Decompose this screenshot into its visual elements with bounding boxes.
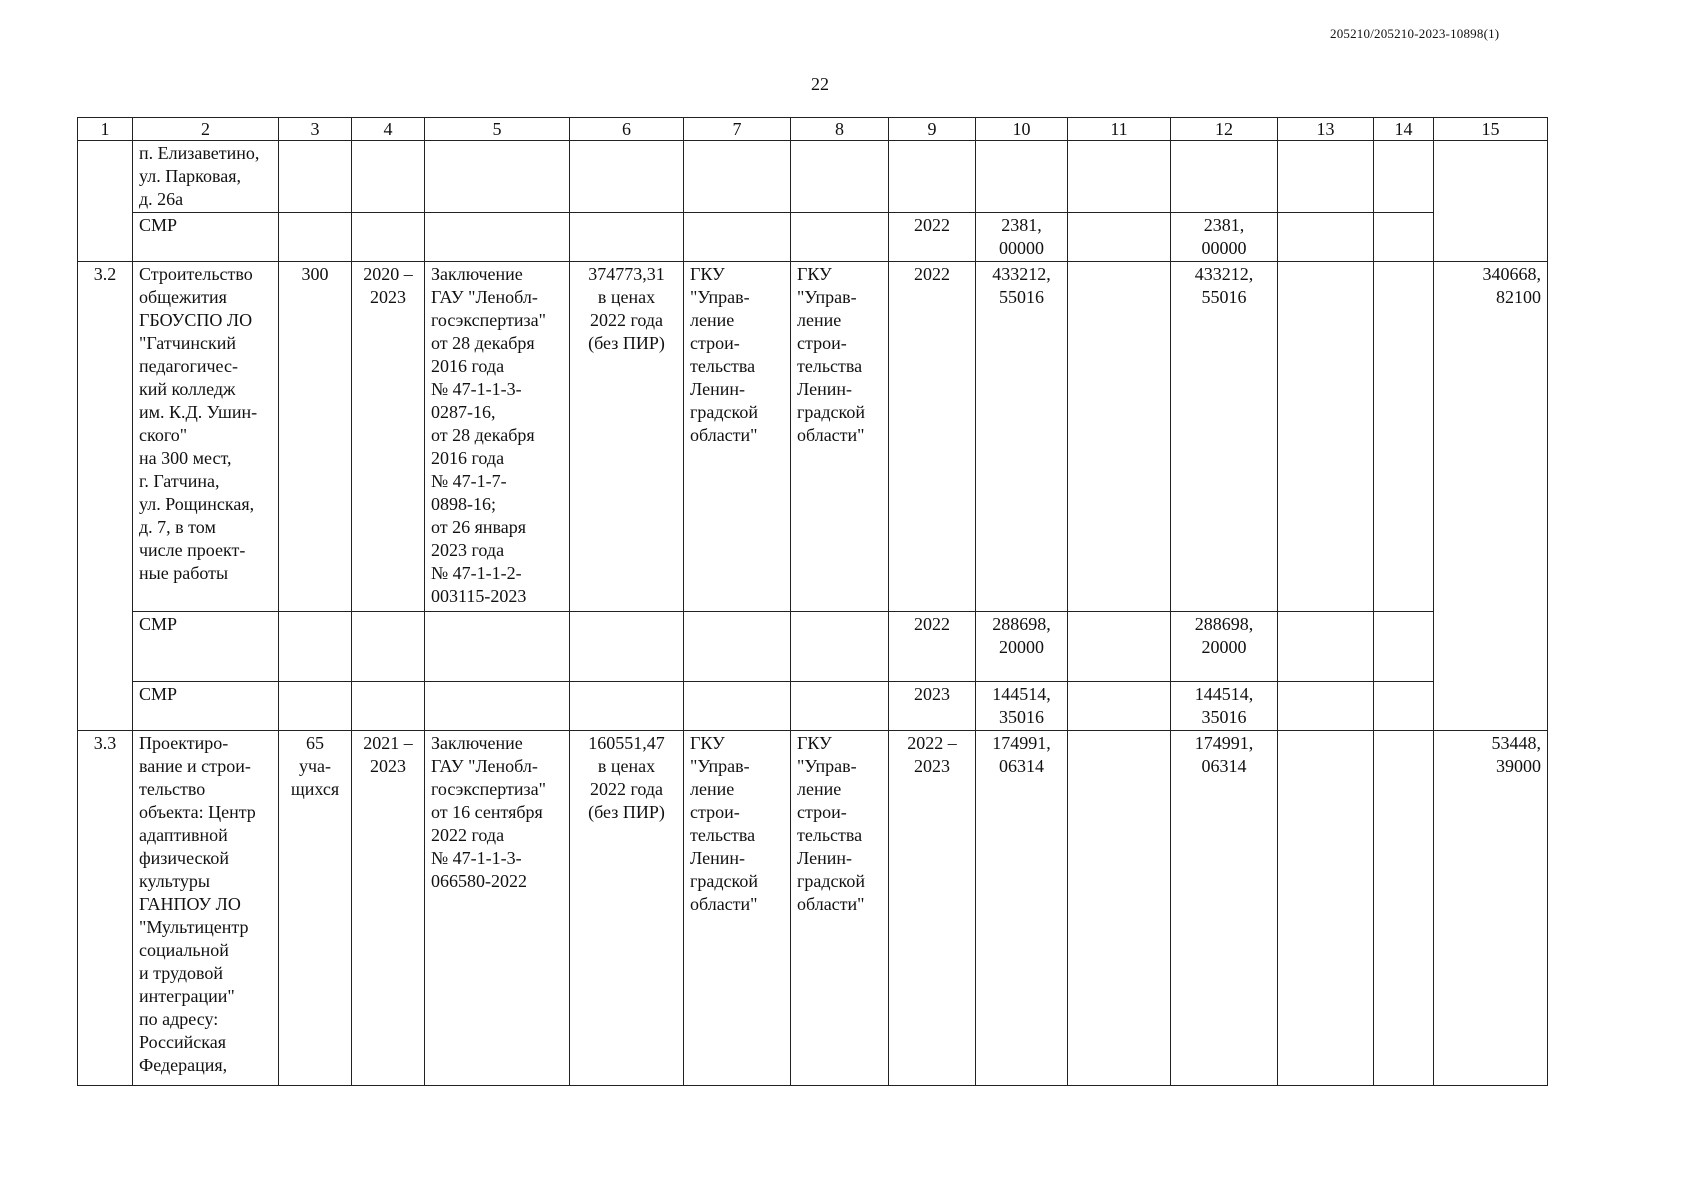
capacity-cell: 300: [279, 262, 352, 612]
cell: [570, 213, 684, 262]
table-row: [78, 731, 1548, 1086]
customer-cell: ГКУ "Управ- ление строи- тельства Ленин- градской области": [684, 731, 791, 1086]
amount-cell: 174991, 06314: [1171, 731, 1278, 1086]
table-row: [78, 612, 1548, 682]
cell: [570, 612, 684, 682]
column-number: 8: [791, 118, 889, 141]
year-cell: 2022: [889, 612, 976, 682]
cell: [1068, 141, 1171, 213]
cell: [279, 612, 352, 682]
cell: [570, 682, 684, 731]
document-reference: 205210/205210-2023-10898(1): [1330, 26, 1500, 41]
smr-label: СМР: [133, 213, 279, 262]
cost-cell: 160551,47 в ценах 2022 года (без ПИР): [570, 731, 684, 1086]
cell: [791, 612, 889, 682]
cell: [1374, 612, 1434, 682]
period-cell: 2021 – 2023: [352, 731, 425, 1086]
cell: [425, 682, 570, 731]
period-cell: 2020 – 2023: [352, 262, 425, 612]
cell: [1374, 731, 1434, 1086]
cell: [1278, 731, 1374, 1086]
cell: [352, 213, 425, 262]
amount-cell: 144514, 35016: [976, 682, 1068, 731]
column-number: 2: [133, 118, 279, 141]
cell: [1278, 213, 1374, 262]
table-row: [78, 262, 1548, 612]
cost-cell: 374773,31 в ценах 2022 года (без ПИР): [570, 262, 684, 612]
cell: [1374, 682, 1434, 731]
smr-label: СМР: [133, 612, 279, 682]
amount-cell: 288698, 20000: [1171, 612, 1278, 682]
column-number: 15: [1434, 118, 1548, 141]
cell: [791, 213, 889, 262]
cell: [791, 141, 889, 213]
amount-cell: 174991, 06314: [976, 731, 1068, 1086]
cell: [279, 682, 352, 731]
cell: [1068, 731, 1171, 1086]
amount-cell: 144514, 35016: [1171, 682, 1278, 731]
investment-objects-table: [77, 117, 1548, 1086]
cell: [78, 141, 133, 262]
amount-cell: 433212, 55016: [976, 262, 1068, 612]
cell: [889, 141, 976, 213]
column-number: 12: [1171, 118, 1278, 141]
year-cell: 2022: [889, 213, 976, 262]
column-number-row: [78, 118, 1548, 141]
row-number: 3.2: [78, 262, 133, 731]
cell: [684, 612, 791, 682]
cell: [425, 141, 570, 213]
object-name-cell: Строительство общежития ГБОУСПО ЛО "Гатчинский педагогичес- кий колледж им. К.Д. Ушин- ского" на 300 мест, г. Гатчина, ул. Рощинская, д. 7, в том числе проект- ные работы: [133, 262, 279, 612]
cell: [684, 682, 791, 731]
page-number: 22: [811, 74, 829, 94]
amount-cell: 288698, 20000: [976, 612, 1068, 682]
developer-cell: ГКУ "Управ- ление строи- тельства Ленин- градской области": [791, 731, 889, 1086]
column-number: 7: [684, 118, 791, 141]
column-number: 10: [976, 118, 1068, 141]
customer-cell: ГКУ "Управ- ление строи- тельства Ленин- градской области": [684, 262, 791, 612]
cell: [352, 682, 425, 731]
amount-cell: 2381, 00000: [976, 213, 1068, 262]
cell: [1374, 141, 1434, 213]
column-number: 14: [1374, 118, 1434, 141]
cell: [976, 141, 1068, 213]
expertise-cell: Заключение ГАУ "Ленобл- госэкспертиза" от 16 сентября 2022 года № 47-1-1-3- 066580-2022: [425, 731, 570, 1086]
cell: [1068, 682, 1171, 731]
column-number: 13: [1278, 118, 1374, 141]
column-number: 1: [78, 118, 133, 141]
cell: [1278, 682, 1374, 731]
cell: [1068, 213, 1171, 262]
cell: [1278, 141, 1374, 213]
column-number: 5: [425, 118, 570, 141]
cell: [570, 141, 684, 213]
table-row: [78, 682, 1548, 731]
cell: [352, 141, 425, 213]
column-number: 6: [570, 118, 684, 141]
year-cell: 2022: [889, 262, 976, 612]
cell: [352, 612, 425, 682]
cell: [684, 141, 791, 213]
cell: [279, 213, 352, 262]
cell: [684, 213, 791, 262]
cell: [791, 682, 889, 731]
column-number: 11: [1068, 118, 1171, 141]
cell: [1374, 262, 1434, 612]
column-number: 9: [889, 118, 976, 141]
cell: [1278, 262, 1374, 612]
table-row: [78, 141, 1548, 213]
object-name-cell: Проектиро- вание и строи- тельство объекта: Центр адаптивной физической культуры ГАНПОУ ЛО "Мультицентр социальной и трудовой интеграции" по адресу: Российская Федерация,: [133, 731, 279, 1086]
cell: [425, 213, 570, 262]
cell: [1374, 213, 1434, 262]
table-row: [78, 213, 1548, 262]
smr-label: СМР: [133, 682, 279, 731]
year-cell: 2022 – 2023: [889, 731, 976, 1086]
developer-cell: ГКУ "Управ- ление строи- тельства Ленин- градской области": [791, 262, 889, 612]
expertise-cell: Заключение ГАУ "Ленобл- госэкспертиза" от 28 декабря 2016 года № 47-1-1-3- 0287-16, от 28 декабря 2016 года № 47-1-7- 0898-16; от 26 января 2023 года № 47-1-1-2- 003115-2023: [425, 262, 570, 612]
column-number: 4: [352, 118, 425, 141]
cell: [1068, 612, 1171, 682]
cell: [425, 612, 570, 682]
capacity-cell: 65 уча- щихся: [279, 731, 352, 1086]
cell: [1278, 612, 1374, 682]
year-cell: 2023: [889, 682, 976, 731]
cell: [1171, 141, 1278, 213]
cell: [1068, 262, 1171, 612]
amount-cell: 2381, 00000: [1171, 213, 1278, 262]
cell: [279, 141, 352, 213]
cell: [1434, 141, 1548, 262]
total-amount-cell: 53448, 39000: [1434, 731, 1548, 1086]
total-amount-cell: 340668, 82100: [1434, 262, 1548, 731]
row-number: 3.3: [78, 731, 133, 1086]
object-name-cell: п. Елизаветино, ул. Парковая, д. 26а: [133, 141, 279, 213]
amount-cell: 433212, 55016: [1171, 262, 1278, 612]
column-number: 3: [279, 118, 352, 141]
